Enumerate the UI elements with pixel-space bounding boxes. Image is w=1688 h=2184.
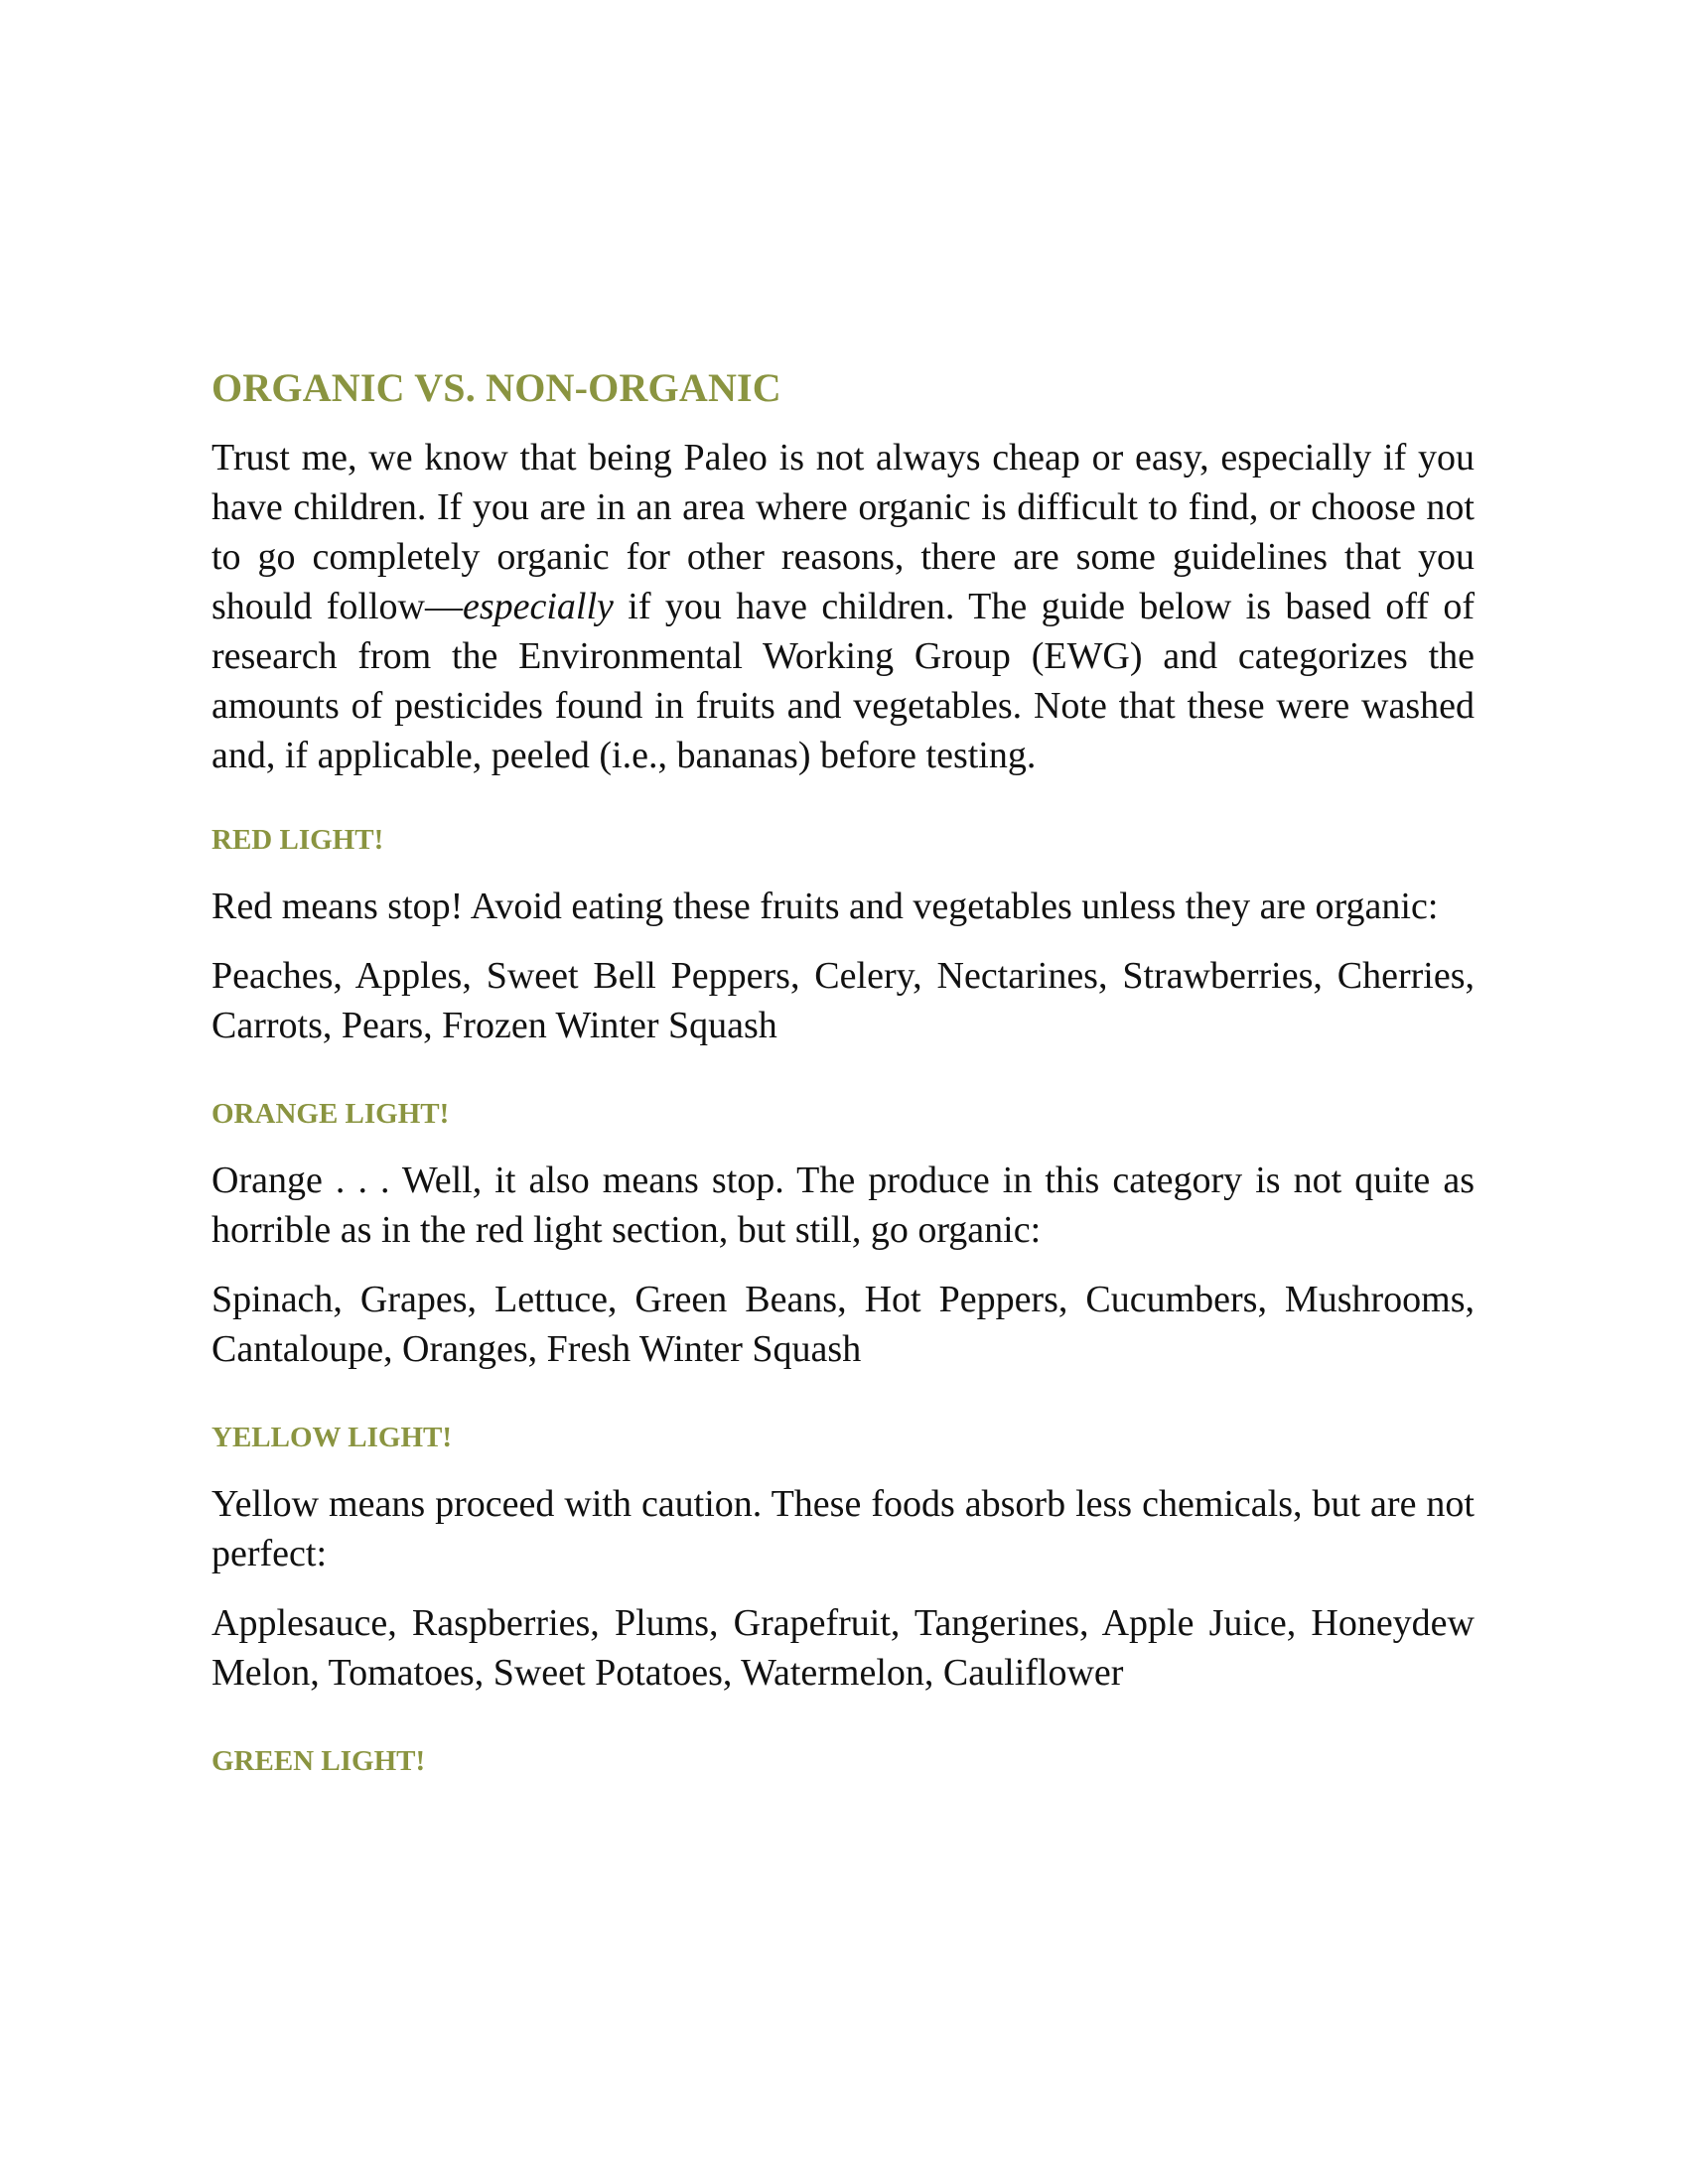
yellow-light-heading: YELLOW LIGHT! (211, 1422, 452, 1453)
intro-text-start: Trust me, we know that being Paleo is not always cheap or easy, especially if you have children. If you are in an area where organic is difficult to find, or choose not to go completely organic for other reasons, there are some guidelines that you should follow— (211, 437, 1475, 627)
orange-light-items: Spinach, Grapes, Lettuce, Green Beans, Hot Peppers, Cucumbers, Mushrooms, Cantaloupe, Oranges, Fresh Winter Squash (211, 1279, 1475, 1370)
orange-light-description: Orange . . . Well, it also means stop. The produce in this category is not quite as horrible as in the red light section, but still, go organic: (211, 1160, 1475, 1251)
document-page (211, 359, 1475, 1781)
orange-light-heading: ORANGE LIGHT! (211, 1098, 450, 1130)
intro-paragraph (211, 433, 1475, 780)
red-light-heading: RED LIGHT! (211, 824, 384, 856)
red-light-description: Red means stop! Avoid eating these fruits and vegetables unless they are organic: (211, 886, 1439, 927)
red-light-items: Peaches, Apples, Sweet Bell Peppers, Celery, Nectarines, Strawberries, Cherries, Carrots, Pears, Frozen Winter Squash (211, 955, 1475, 1046)
page-title: ORGANIC VS. NON-ORGANIC (211, 365, 781, 410)
yellow-light-description: Yellow means proceed with caution. These foods absorb less chemicals, but are not perfect: (211, 1483, 1475, 1574)
green-light-heading: GREEN LIGHT! (211, 1745, 426, 1777)
yellow-light-items: Applesauce, Raspberries, Plums, Grapefruit, Tangerines, Apple Juice, Honeydew Melon, Tomatoes, Sweet Potatoes, Watermelon, Cauliflower (211, 1602, 1475, 1694)
intro-text-end: if you have children. The guide below is based off of research from the Environmental Working Group (EWG) and categorizes the amounts of pesticides found in fruits and vegetables. Note that these were washed and, if applicable, peeled (i.e., bananas) before testing. (211, 586, 1475, 776)
intro-emphasis: especially (462, 586, 614, 627)
